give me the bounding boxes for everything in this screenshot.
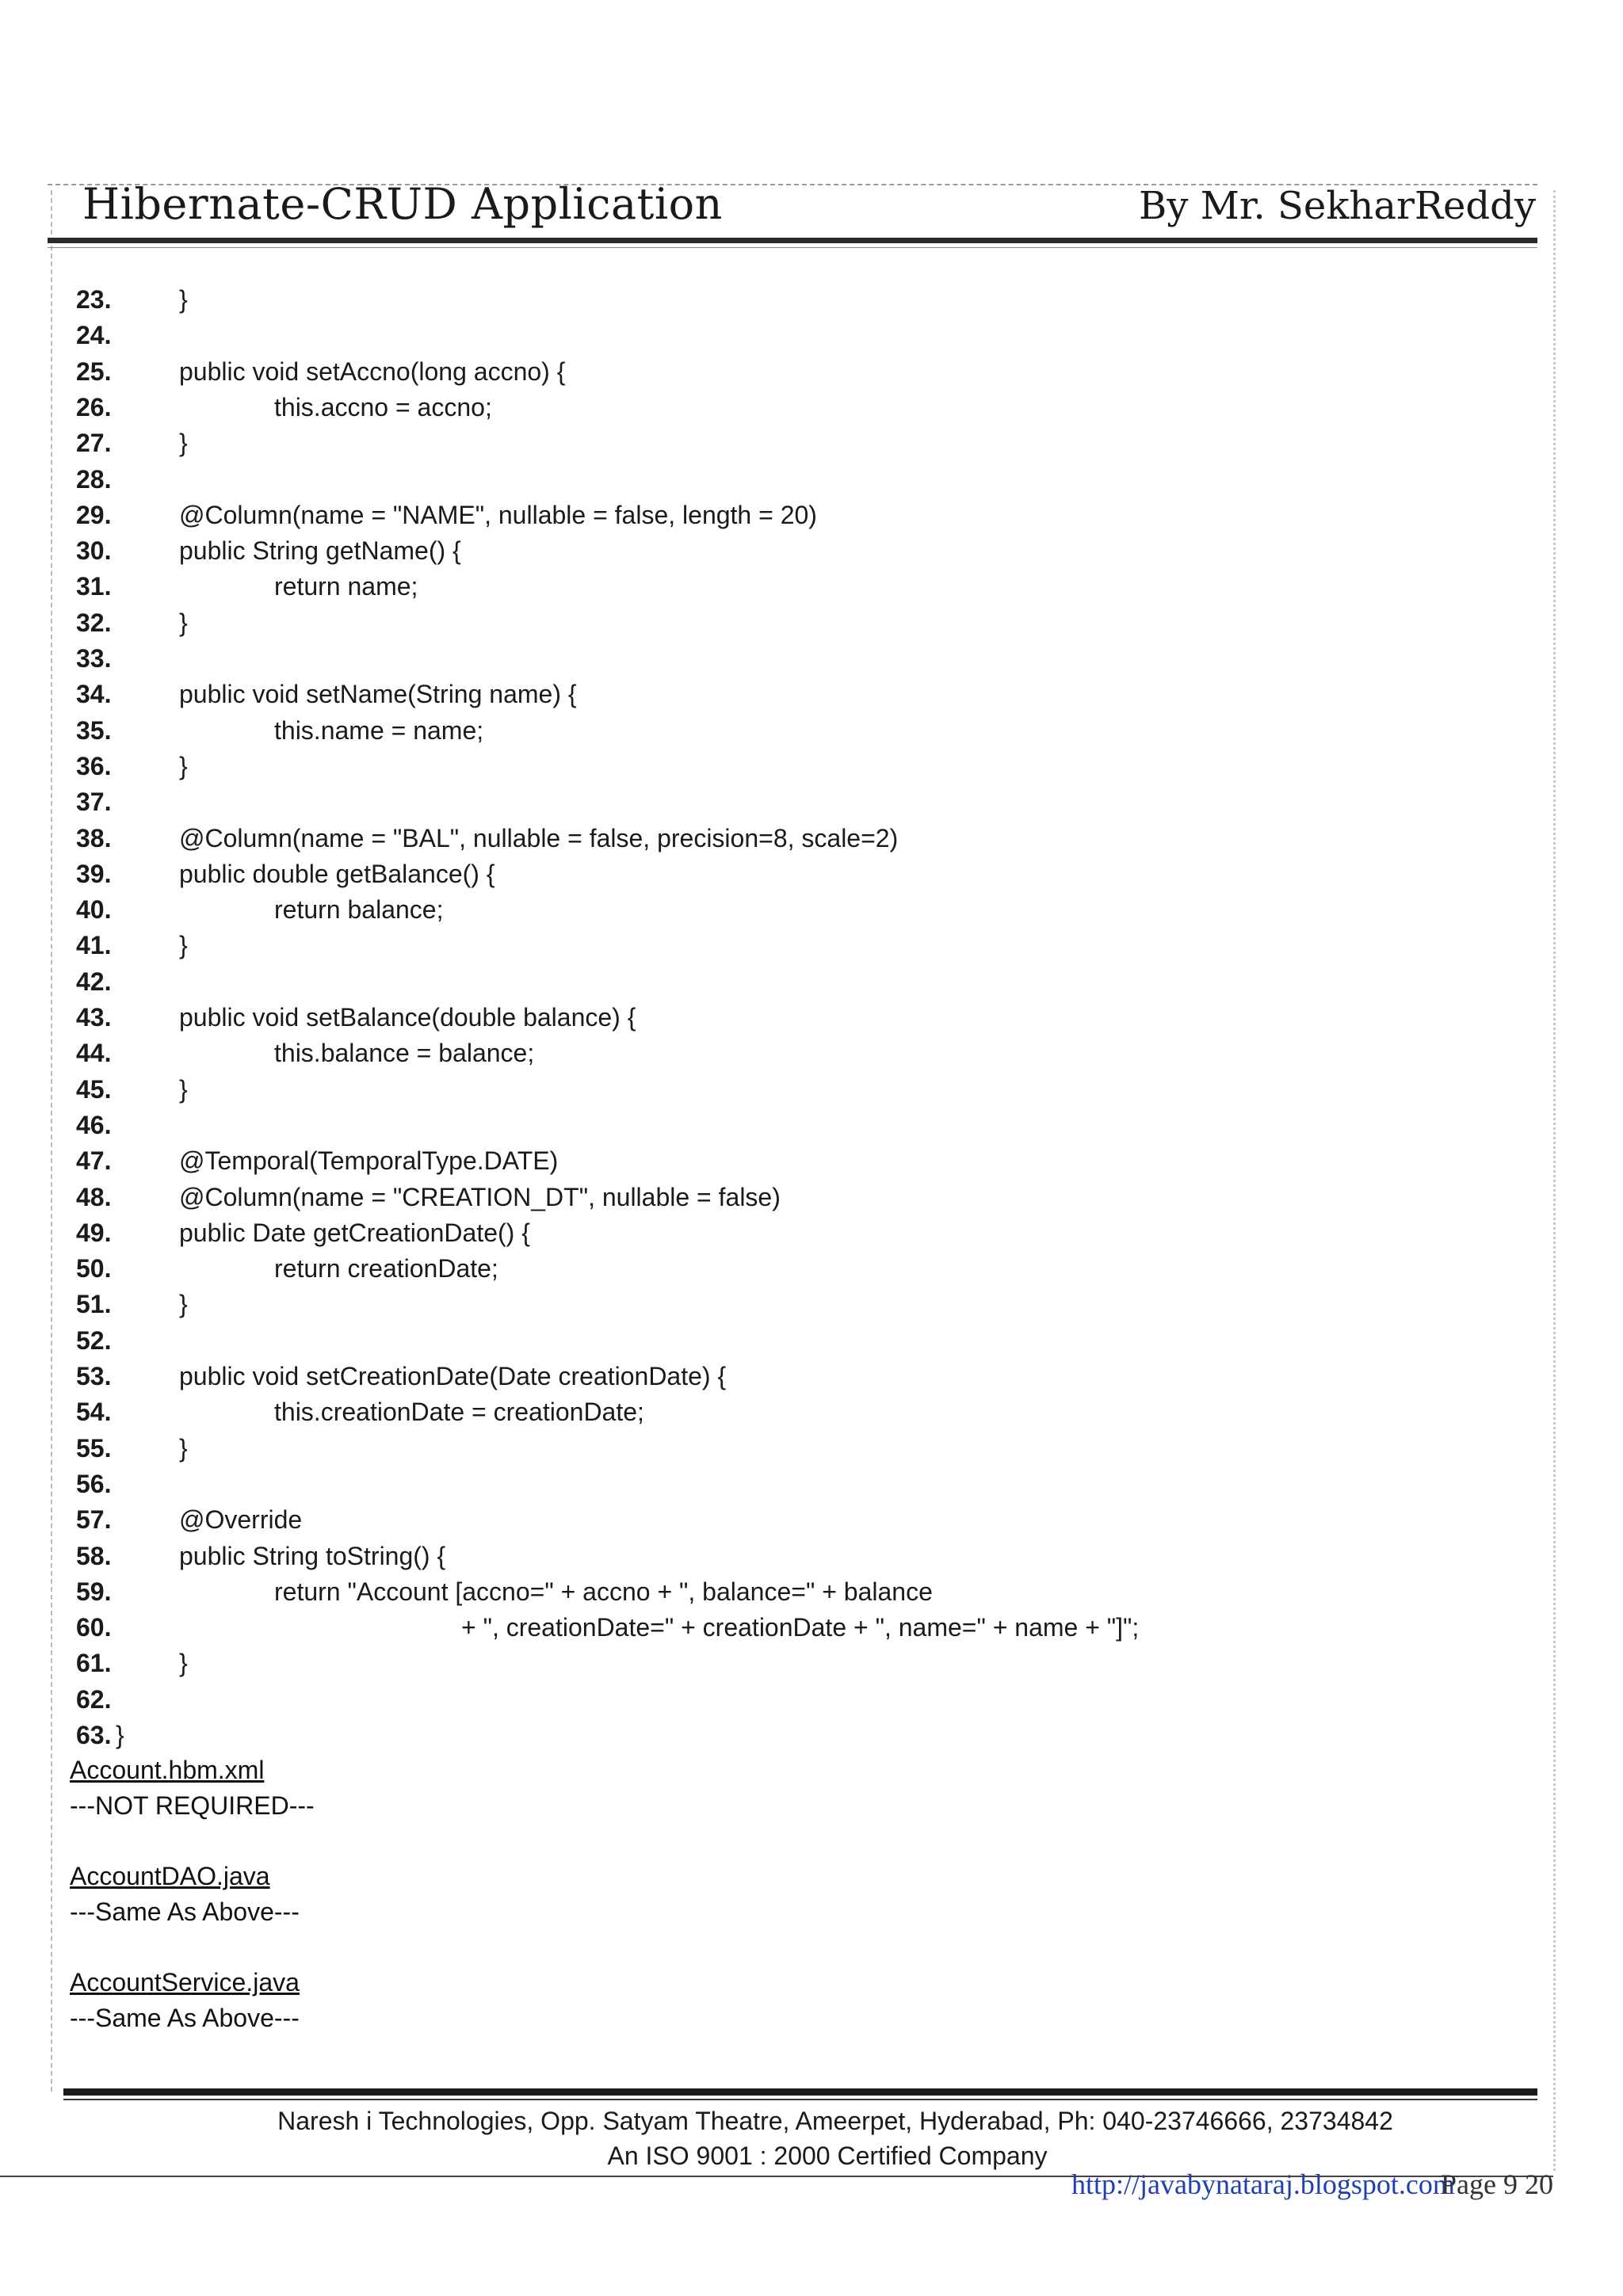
- footer-url-link[interactable]: http://javabynataraj.blogspot.com: [1071, 2168, 1455, 2200]
- code-line: [0, 1035, 1585, 1071]
- line-number: 39.: [76, 859, 112, 888]
- code-text: }: [179, 1290, 188, 1319]
- code-line: [0, 1108, 1585, 1143]
- code-text: public Date getCreationDate() {: [179, 1218, 530, 1247]
- code-line: [0, 713, 1585, 749]
- line-number: 32.: [76, 608, 112, 637]
- line-number: 50.: [76, 1254, 112, 1283]
- code-line: [0, 498, 1585, 533]
- code-text: @Column(name = "BAL", nullable = false, precision=8, scale=2): [179, 823, 899, 852]
- line-number: 36.: [76, 751, 112, 780]
- code-line: [0, 1502, 1585, 1538]
- section-note: ---Same As Above---: [70, 2004, 300, 2032]
- code-text: }: [179, 429, 188, 458]
- line-number: 52.: [76, 1325, 112, 1355]
- section-filename: AccountService.java: [70, 1968, 300, 1997]
- code-text: @Column(name = "NAME", nullable = false, length = 20): [179, 500, 817, 529]
- line-number: 58.: [76, 1541, 112, 1570]
- code-text: public String toString() {: [179, 1541, 446, 1570]
- line-number: 63.: [76, 1721, 112, 1749]
- code-text: public void setBalance(double balance) {: [179, 1003, 636, 1032]
- section-filename: Account.hbm.xml: [70, 1756, 265, 1784]
- line-number: 49.: [76, 1218, 112, 1247]
- code-line: [0, 1682, 1585, 1718]
- header-rule: [48, 238, 1537, 243]
- line-number: 30.: [76, 536, 112, 566]
- line-number: 60.: [76, 1613, 112, 1642]
- code-text: public void setCreationDate(Date creationDate) {: [179, 1362, 727, 1390]
- line-number: 26.: [76, 392, 112, 421]
- footer-certification: An ISO 9001 : 2000 Certified Company: [607, 2142, 1048, 2170]
- code-line: [0, 1251, 1585, 1287]
- line-number: 43.: [76, 1003, 112, 1032]
- code-text: }: [179, 931, 188, 960]
- line-number: 51.: [76, 1290, 112, 1319]
- code-line: [0, 821, 1585, 856]
- code-line: [0, 1180, 1585, 1215]
- line-number: 62.: [76, 1684, 112, 1714]
- line-number: 33.: [76, 644, 112, 673]
- code-line: [0, 1000, 1585, 1035]
- line-number: 47.: [76, 1146, 112, 1176]
- code-line: [0, 282, 1585, 318]
- code-line: [0, 533, 1585, 569]
- code-line: [0, 892, 1585, 928]
- line-number: 41.: [76, 931, 112, 960]
- code-line: [0, 1574, 1585, 1610]
- code-line: [0, 318, 1585, 353]
- code-line: [0, 1323, 1585, 1359]
- line-number: 56.: [76, 1469, 112, 1498]
- code-text: this.name = name;: [274, 715, 484, 745]
- line-number: 27.: [76, 429, 112, 458]
- page-title: Hibernate-CRUD Application: [82, 179, 723, 229]
- code-line: [0, 1610, 1585, 1646]
- code-line: [0, 641, 1585, 677]
- code-line: [0, 964, 1585, 1000]
- line-number: 23.: [76, 285, 112, 314]
- code-text: }: [179, 1074, 188, 1104]
- code-text: + ", creationDate=" + creationDate + ", name=" + name + "]";: [461, 1613, 1140, 1642]
- code-text: }: [179, 285, 188, 314]
- line-number: 45.: [76, 1074, 112, 1104]
- section-note: ---Same As Above---: [70, 1897, 300, 1926]
- line-number: 55.: [76, 1433, 112, 1463]
- code-line: [0, 749, 1585, 784]
- line-number: 40.: [76, 895, 112, 925]
- code-line: [0, 1539, 1585, 1574]
- line-number: 44.: [76, 1039, 112, 1068]
- code-text: this.creationDate = creationDate;: [274, 1398, 644, 1427]
- code-line: [0, 1431, 1585, 1466]
- header-rule-thin: [48, 247, 1537, 248]
- code-text: }: [179, 608, 188, 637]
- line-number: 61.: [76, 1649, 112, 1678]
- code-text: }: [179, 1433, 188, 1463]
- code-text: return "Account [accno=" + accno + ", balance=" + balance: [274, 1577, 933, 1606]
- line-number: 24.: [76, 321, 112, 350]
- code-text: @Column(name = "CREATION_DT", nullable = false): [179, 1182, 781, 1211]
- footer-rule: [63, 2088, 1537, 2096]
- line-number: 25.: [76, 357, 112, 386]
- code-text: @Override: [179, 1505, 303, 1535]
- line-number: 54.: [76, 1398, 112, 1427]
- code-line: [0, 784, 1585, 820]
- section-filename: AccountDAO.java: [70, 1862, 270, 1890]
- code-line: [0, 1143, 1585, 1179]
- code-line: [0, 1072, 1585, 1108]
- section-note: ---NOT REQUIRED---: [70, 1791, 315, 1820]
- line-number: 29.: [76, 500, 112, 529]
- line-number: 38.: [76, 823, 112, 852]
- code-text: }: [116, 1721, 124, 1749]
- line-number: 46.: [76, 1110, 112, 1139]
- code-text: public String getName() {: [179, 536, 461, 566]
- line-number: 57.: [76, 1505, 112, 1535]
- code-line: [0, 390, 1585, 425]
- footer-rule-thin: [63, 2099, 1537, 2100]
- code-line: [0, 1646, 1585, 1681]
- line-number: 35.: [76, 715, 112, 745]
- code-text: return creationDate;: [274, 1254, 498, 1283]
- line-number: 37.: [76, 788, 112, 817]
- line-number: 28.: [76, 464, 112, 494]
- line-number: 42.: [76, 967, 112, 996]
- code-line: [0, 425, 1585, 461]
- code-text: this.balance = balance;: [274, 1039, 535, 1068]
- code-text: }: [179, 1649, 188, 1678]
- code-text: public void setName(String name) {: [179, 680, 577, 709]
- code-line: [0, 605, 1585, 641]
- code-line: [0, 1394, 1585, 1430]
- code-text: return name;: [274, 572, 418, 601]
- line-number: 59.: [76, 1577, 112, 1606]
- code-text: }: [179, 751, 188, 780]
- code-line: [0, 1359, 1585, 1394]
- code-line: [0, 569, 1585, 605]
- code-line: [0, 462, 1585, 498]
- code-text: public double getBalance() {: [179, 859, 495, 888]
- line-number: 53.: [76, 1362, 112, 1390]
- code-line: [0, 856, 1585, 892]
- code-line: [0, 1215, 1585, 1251]
- line-number: 48.: [76, 1182, 112, 1211]
- code-text: return balance;: [274, 895, 444, 925]
- page-number: Page 9 20: [1441, 2168, 1553, 2200]
- code-text: this.accno = accno;: [274, 392, 492, 421]
- line-number: 31.: [76, 572, 112, 601]
- code-text: @Temporal(TemporalType.DATE): [179, 1146, 559, 1176]
- code-line: [0, 1466, 1585, 1502]
- code-line: [0, 354, 1585, 390]
- code-line: [0, 928, 1585, 963]
- code-text: public void setAccno(long accno) {: [179, 357, 566, 386]
- page-author: By Mr. SekharReddy: [1139, 184, 1536, 228]
- code-line: [0, 677, 1585, 712]
- code-line: [0, 1718, 1585, 1753]
- footer-address: Naresh i Technologies, Opp. Satyam Theatre, Ameerpet, Hyderabad, Ph: 040-23746666, 23734842: [277, 2107, 1393, 2135]
- line-number: 34.: [76, 680, 112, 709]
- code-line: [0, 1287, 1585, 1322]
